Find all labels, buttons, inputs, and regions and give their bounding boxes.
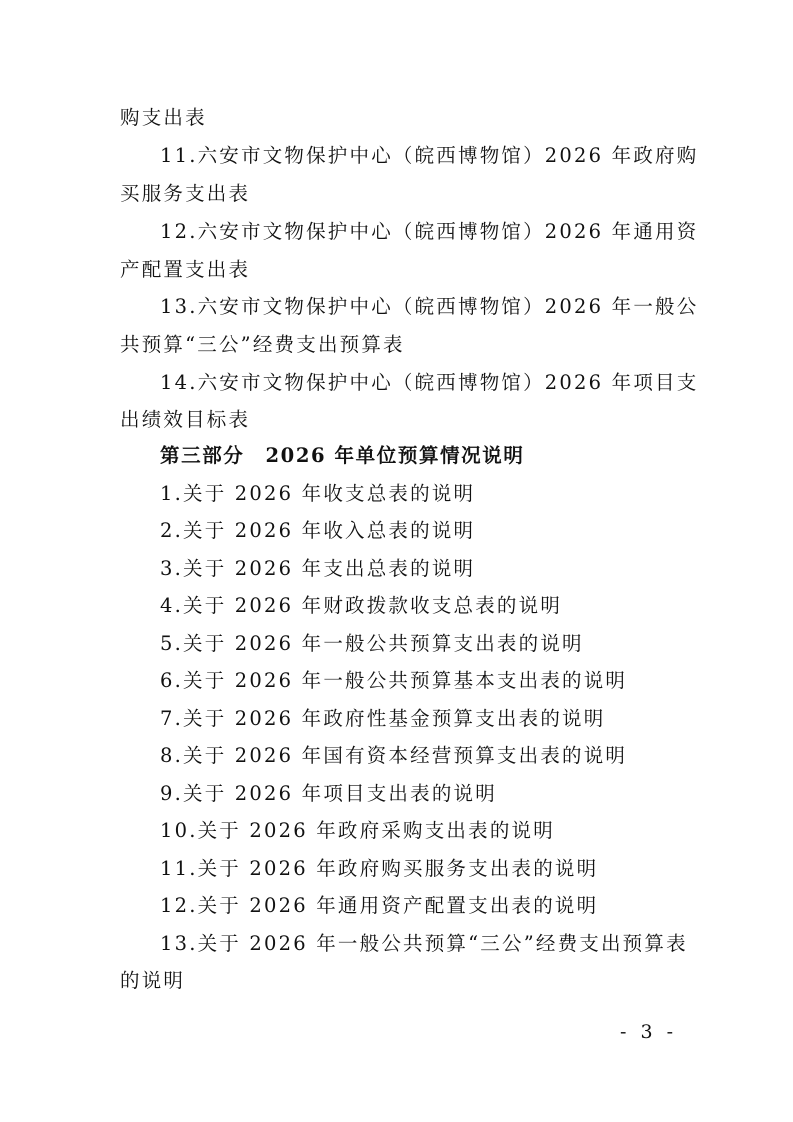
toc-item-12-line1: 12.六安市文物保护中心（皖西博物馆）2026 年通用资: [160, 220, 699, 243]
toc-item-12-line2: 产配置支出表: [120, 258, 251, 281]
toc-item: 3.关于 2026 年支出总表的说明: [160, 557, 476, 580]
toc-item: 2.关于 2026 年收入总表的说明: [160, 519, 476, 542]
toc-item: 6.关于 2026 年一般公共预算基本支出表的说明: [160, 669, 628, 692]
toc-item-11-line2: 买服务支出表: [120, 182, 251, 205]
toc-item: 5.关于 2026 年一般公共预算支出表的说明: [160, 632, 584, 655]
section-heading-part3: 第三部分 2026 年单位预算情况说明: [160, 444, 525, 467]
toc-item: 7.关于 2026 年政府性基金预算支出表的说明: [160, 707, 606, 730]
toc-item-13-line2: 共预算“三公”经费支出预算表: [120, 333, 405, 356]
continuation-line: 购支出表: [120, 106, 207, 129]
toc-item: 4.关于 2026 年财政拨款收支总表的说明: [160, 594, 563, 617]
toc-item: 1.关于 2026 年收支总表的说明: [160, 482, 476, 505]
toc-item-14-line2: 出绩效目标表: [120, 408, 251, 431]
toc-item: 8.关于 2026 年国有资本经营预算支出表的说明: [160, 744, 628, 767]
toc-item-last-line2: 的说明: [120, 969, 186, 992]
toc-item-13-line1: 13.六安市文物保护中心（皖西博物馆）2026 年一般公: [160, 295, 699, 318]
toc-item-14-line1: 14.六安市文物保护中心（皖西博物馆）2026 年项目支: [160, 371, 699, 394]
toc-item: 11.关于 2026 年政府购买服务支出表的说明: [160, 857, 599, 880]
toc-item-last-line1: 13.关于 2026 年一般公共预算“三公”经费支出预算表: [160, 932, 688, 955]
toc-item-11-line1: 11.六安市文物保护中心（皖西博物馆）2026 年政府购: [160, 144, 699, 167]
toc-item: 9.关于 2026 年项目支出表的说明: [160, 782, 497, 805]
page-number: - 3 -: [619, 1021, 677, 1043]
toc-item: 10.关于 2026 年政府采购支出表的说明: [160, 819, 555, 842]
toc-item: 12.关于 2026 年通用资产配置支出表的说明: [160, 894, 599, 917]
